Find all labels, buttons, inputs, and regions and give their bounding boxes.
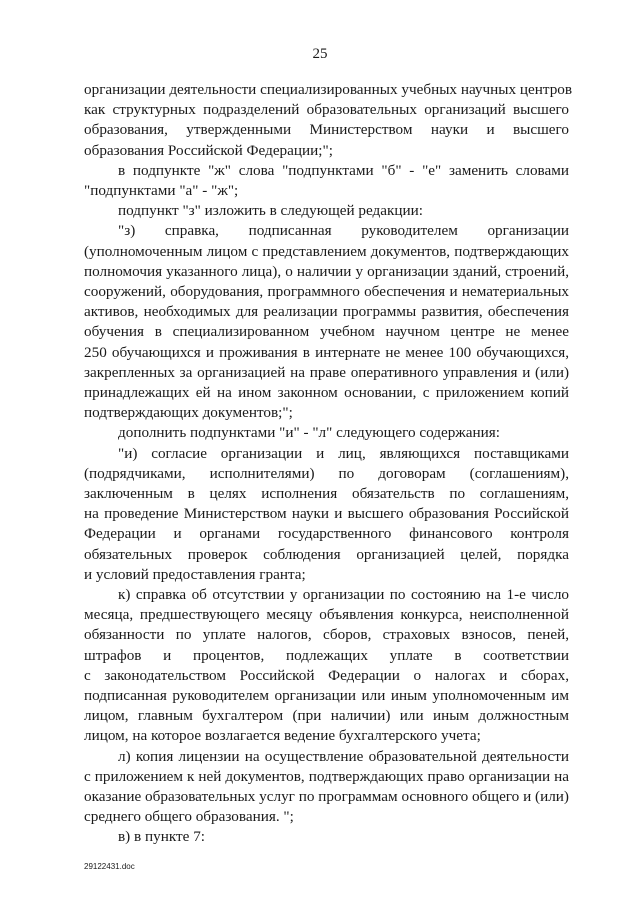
text-line: (подрядчиками, исполнителями) по договорам (соглашениям), xyxy=(84,465,569,482)
text-line: как структурных подразделений образовательных организаций высшего xyxy=(84,101,569,118)
text-line: обучения в специализированном учебном научном центре не менее xyxy=(84,323,569,340)
text-line: к) справка об отсутствии у организации по состоянию на 1-е число xyxy=(118,586,569,603)
text-line: полномочия указанного лица), о наличии у организации зданий, строений, xyxy=(84,263,569,280)
text-line: обязанности по уплате налогов, сборов, страховых взносов, пеней, xyxy=(84,626,569,643)
text-line: оказание образовательных услуг по программам основного общего и (или) xyxy=(84,788,569,805)
text-line: организации деятельности специализированных учебных научных центров xyxy=(84,81,573,98)
text-line: в) в пункте 7: xyxy=(118,828,206,845)
text-line: образования Российской Федерации;"; xyxy=(84,142,333,159)
text-line: лицом, на которое возлагается ведение бухгалтерского учета; xyxy=(84,727,481,744)
text-line: дополнить подпунктами "и" - "л" следующего содержания: xyxy=(118,424,500,441)
text-line: подпункт "з" изложить в следующей редакции: xyxy=(118,202,424,219)
text-line: принадлежащих ей на ином законном основании, с приложением копий xyxy=(84,384,569,401)
text-line: л) копия лицензии на осуществление образовательной деятельности xyxy=(118,748,569,765)
text-line: подписанная руководителем организации или иным уполномоченным им xyxy=(84,687,569,704)
document-code: 29122431.doc xyxy=(84,862,135,871)
text-line: "и) согласие организации и лиц, являющихся поставщиками xyxy=(118,445,569,462)
page-number: 25 xyxy=(312,46,328,62)
text-line: закрепленных за организацией на праве оперативного управления и (или) xyxy=(84,364,569,381)
text-line: и условий предоставления гранта; xyxy=(84,566,306,583)
text-line: 250 обучающихся и проживания в интернате не менее 100 обучающихся, xyxy=(84,344,569,361)
text-line: среднего общего образования. "; xyxy=(84,808,294,825)
text-line: заключенным в целях исполнения обязательств по соглашениям, xyxy=(84,485,569,502)
text-line: штрафов и процентов, подлежащих уплате в соответствии xyxy=(84,647,569,664)
text-line: Федерации и органами государственного финансового контроля xyxy=(84,525,569,542)
text-line: на проведение Министерством науки и высшего образования Российской xyxy=(84,505,569,522)
text-line: месяца, предшествующего месяцу объявления конкурса, неисполненной xyxy=(84,606,569,623)
text-line: с приложением к ней документов, подтверждающих право организации на xyxy=(84,768,569,785)
text-line: активов, необходимых для реализации программы развития, обеспечения xyxy=(84,303,569,320)
text-line: "подпунктами "а" - "ж"; xyxy=(84,182,239,199)
text-line: с законодательством Российской Федерации о налогах и сборах, xyxy=(84,667,569,684)
text-line: образования, утвержденными Министерством науки и высшего xyxy=(84,121,569,138)
text-line: сооружений, оборудования, программного обеспечения и нематериальных xyxy=(84,283,569,300)
text-line: подтверждающих документов;"; xyxy=(84,404,293,421)
text-line: обязательных проверок соблюдения организацией целей, порядка xyxy=(84,546,569,563)
text-line: в подпункте "ж" слова "подпунктами "б" - "е" заменить словами xyxy=(118,162,569,179)
text-line: "з) справка, подписанная руководителем организации xyxy=(118,222,569,239)
text-line: лицом, главным бухгалтером (при наличии) или иным должностным xyxy=(84,707,569,724)
text-line: (уполномоченным лицом с представлением документов, подтверждающих xyxy=(84,243,569,260)
